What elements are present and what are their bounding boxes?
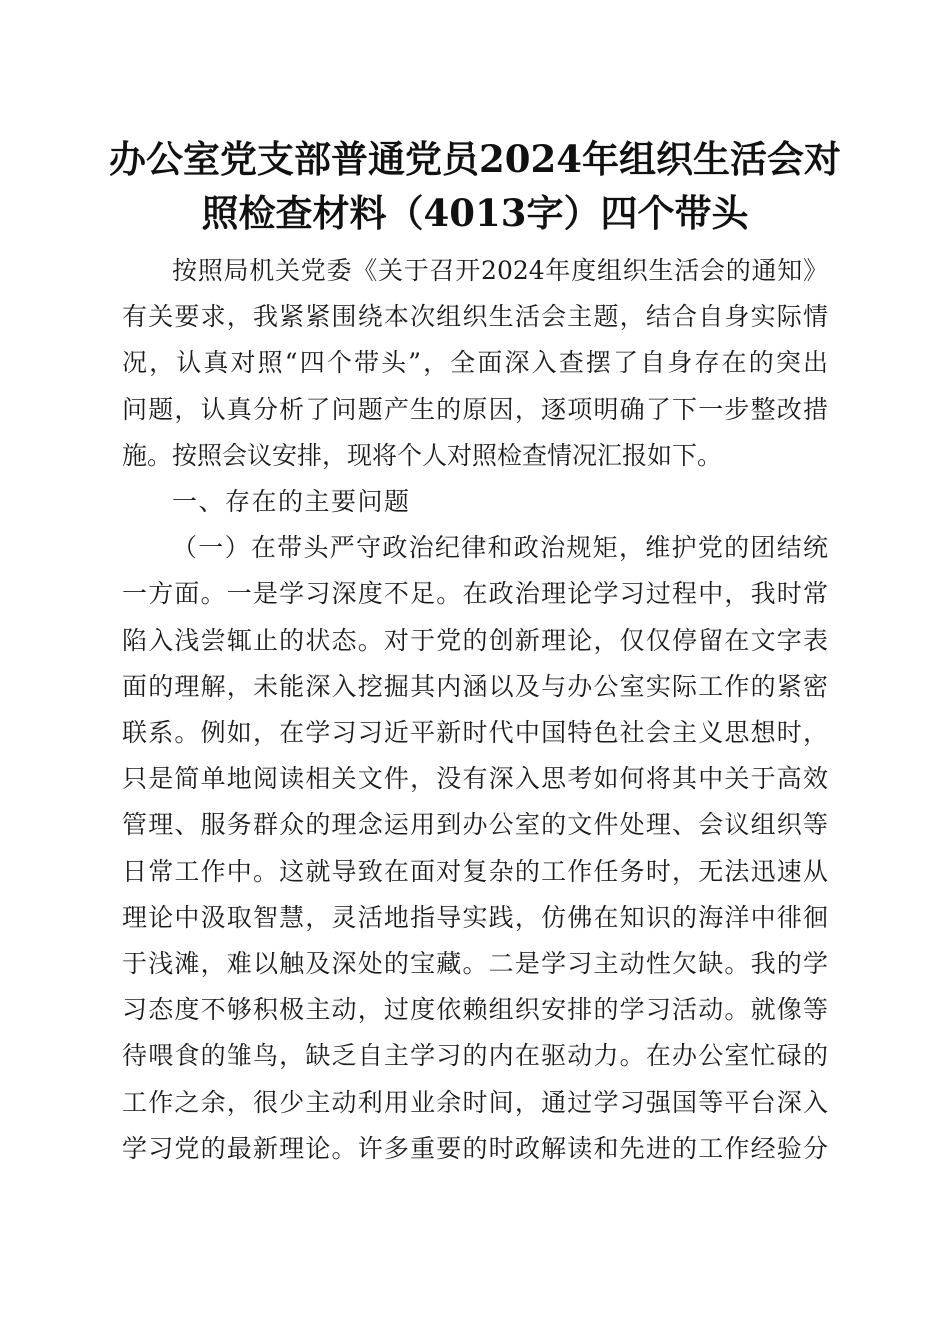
intro-line: 施。按照会议安排，现将个人对照检查情况汇报如下。 bbox=[122, 440, 723, 470]
section-line: 只是简单地阅读相关文件，没有深入思考如何将其中关于高效 bbox=[122, 764, 828, 794]
document-body bbox=[122, 248, 828, 1172]
section-line: 面的理解，未能深入挖掘其内涵以及与办公室实际工作的紧密 bbox=[122, 671, 828, 701]
section-line: 学习党的最新理论。许多重要的时政解读和先进的工作经验分 bbox=[122, 1133, 828, 1163]
title-line-2: 照检查材料（4013字）四个带头 bbox=[201, 191, 749, 235]
intro-line: 况，认真对照“四个带头”，全面深入查摆了自身存在的突出 bbox=[122, 348, 828, 378]
intro-line: 问题，认真分析了问题产生的原因，逐项明确了下一步整改措 bbox=[122, 394, 828, 424]
section-line: 理论中汲取智慧，灵活地指导实践，仿佛在知识的海洋中徘徊 bbox=[122, 902, 828, 932]
intro-paragraph bbox=[122, 248, 828, 479]
intro-line: 有关要求，我紧紧围绕本次组织生活会主题，结合自身实际情 bbox=[122, 302, 828, 332]
section-line: 陷入浅尝辄止的状态。对于党的创新理论，仅仅停留在文字表 bbox=[122, 625, 828, 655]
section-line: （一）在带头严守政治纪律和政治规矩，维护党的团结统 bbox=[172, 533, 828, 563]
section-line: 管理、服务群众的理念运用到办公室的文件处理、会议组织等 bbox=[122, 810, 828, 840]
section-line: 一方面。一是学习深度不足。在政治理论学习过程中，我时常 bbox=[122, 579, 828, 609]
section-line: 习态度不够积极主动，过度依赖组织安排的学习活动。就像等 bbox=[122, 995, 828, 1025]
intro-line: 按照局机关党委《关于召开2024年度组织生活会的通知》 bbox=[172, 256, 828, 285]
section-line: 工作之余，很少主动利用业余时间，通过学习强国等平台深入 bbox=[122, 1087, 828, 1117]
title-line-1: 办公室党支部普通党员2024年组织生活会对 bbox=[109, 137, 841, 181]
section-line: 于浅滩，难以触及深处的宝藏。二是学习主动性欠缺。我的学 bbox=[122, 949, 828, 979]
document-title bbox=[100, 132, 850, 240]
section-line: 联系。例如，在学习习近平新时代中国特色社会主义思想时， bbox=[122, 718, 828, 748]
section-1-paragraph bbox=[122, 525, 828, 1172]
section-heading-problems: 一、存在的主要问题 bbox=[172, 487, 411, 517]
section-line: 日常工作中。这就导致在面对复杂的工作任务时，无法迅速从 bbox=[122, 856, 828, 886]
section-line: 待喂食的雏鸟，缺乏自主学习的内在驱动力。在办公室忙碌的 bbox=[122, 1041, 828, 1071]
